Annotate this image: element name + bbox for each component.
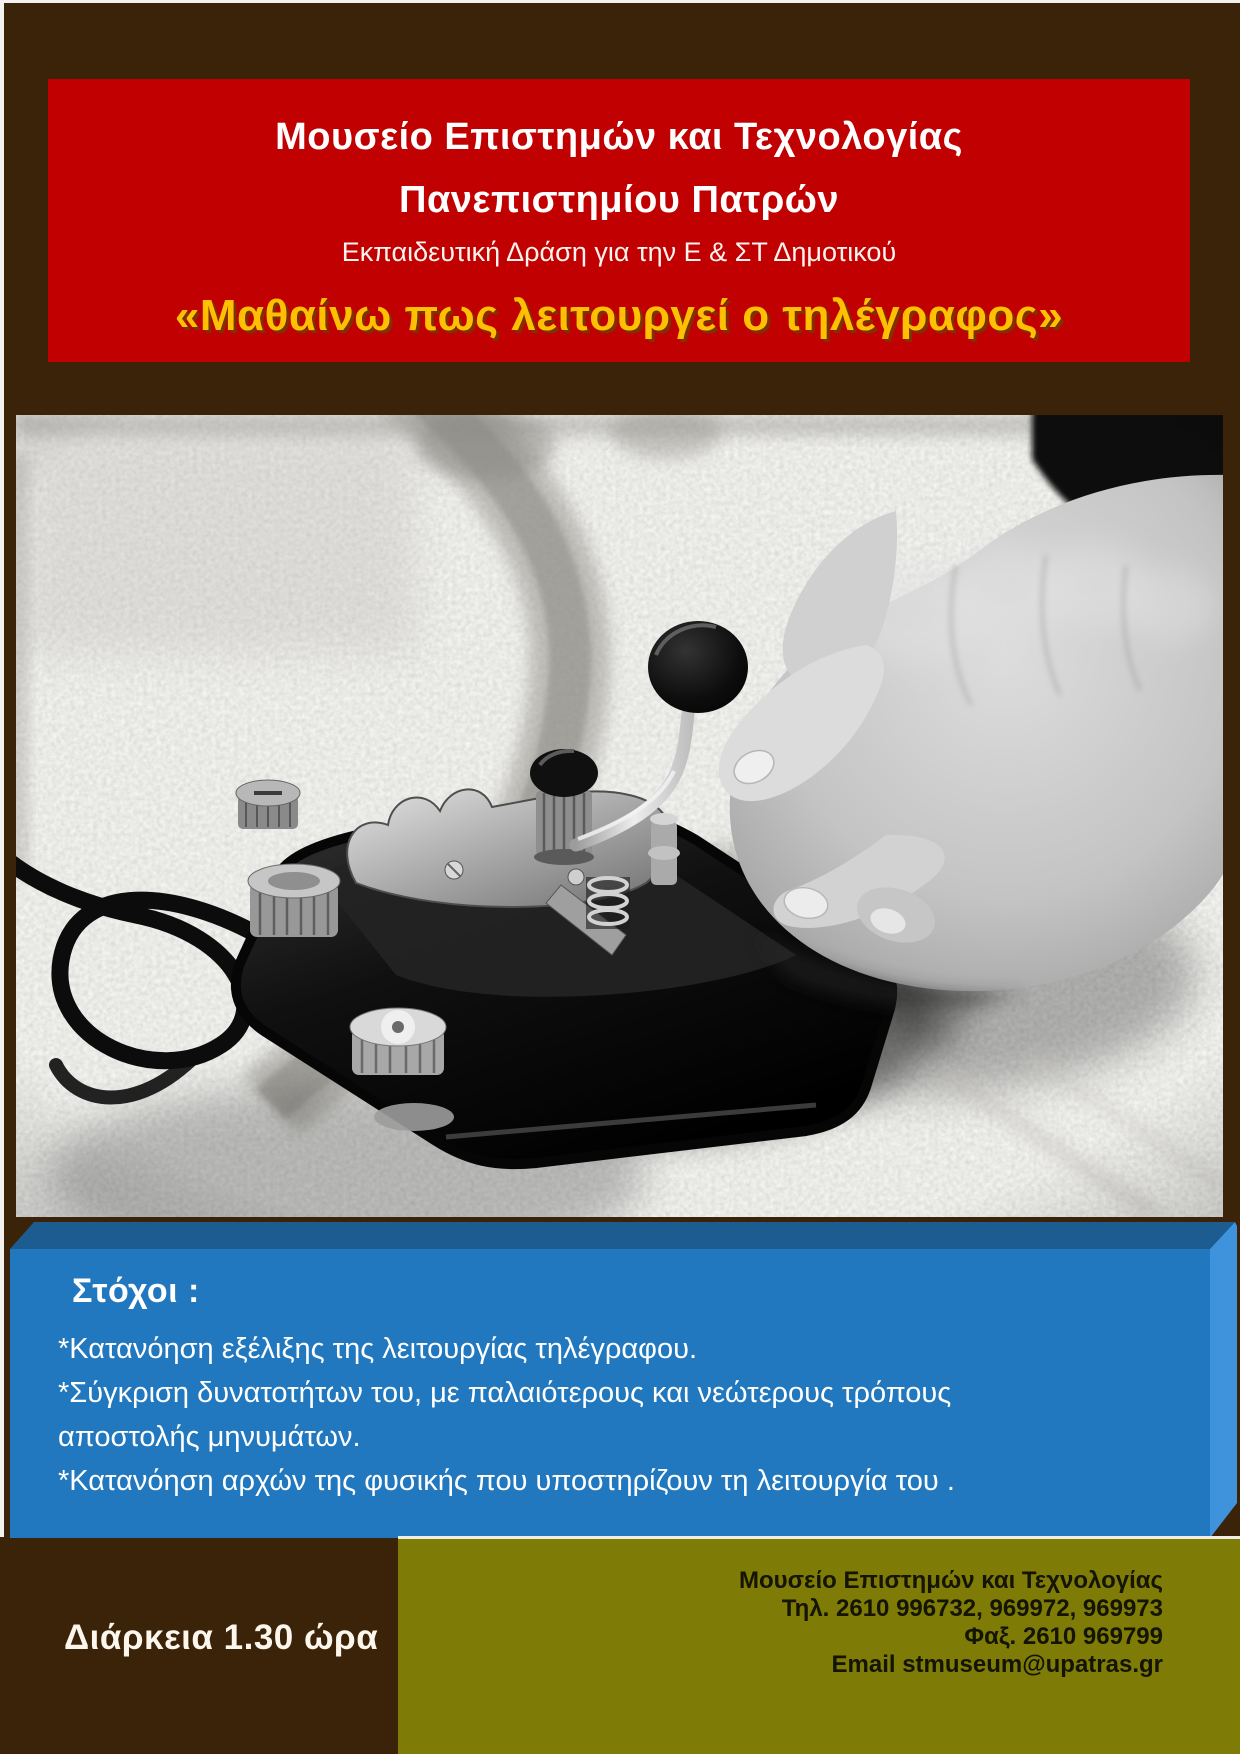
contact-email: Email stmuseum@upatras.gr	[831, 1651, 1163, 1678]
museum-title-line1: Μουσείο Επιστημών και Τεχνολογίας	[275, 116, 963, 158]
program-title: «Μαθαίνω πως λειτουργεί ο τηλέγραφος»	[174, 291, 1064, 340]
contact-museum-name: Μουσείο Επιστημών και Τεχνολογίας	[739, 1567, 1163, 1594]
header-subtitle: Εκπαιδευτική Δράση για την Ε & ΣΤ Δημοτικού	[341, 237, 897, 267]
telegraph-key-photo-drawing	[16, 415, 1223, 1217]
goal-item-1: *Κατανόηση εξέλιξης της λειτουργίας τηλέγραφου.	[58, 1333, 698, 1365]
goal-item-2: *Σύγκριση δυνατοτήτων του, με παλαιότερους και νεώτερους τρόπους αποστολής μηνυμάτων.	[58, 1377, 952, 1453]
contact-fax: Φαξ. 2610 969799	[964, 1623, 1163, 1650]
goals-heading: Στόχοι :	[72, 1272, 200, 1310]
page-edge-top	[0, 0, 1240, 3]
goal-item-3: *Κατανόηση αρχών της φυσικής που υποστηρίζουν τη λειτουργία του .	[58, 1465, 955, 1497]
header-banner	[48, 79, 1190, 362]
contact-phone: Τηλ. 2610 996732, 969972, 969973	[781, 1595, 1163, 1622]
museum-title-line2: Πανεπιστημίου Πατρών	[399, 179, 839, 221]
contact-panel	[398, 1536, 1240, 1754]
telegraph-key-photo	[16, 415, 1223, 1217]
duration-text: Διάρκεια 1.30 ώρα	[64, 1618, 379, 1657]
goals-panel	[0, 1220, 1240, 1540]
